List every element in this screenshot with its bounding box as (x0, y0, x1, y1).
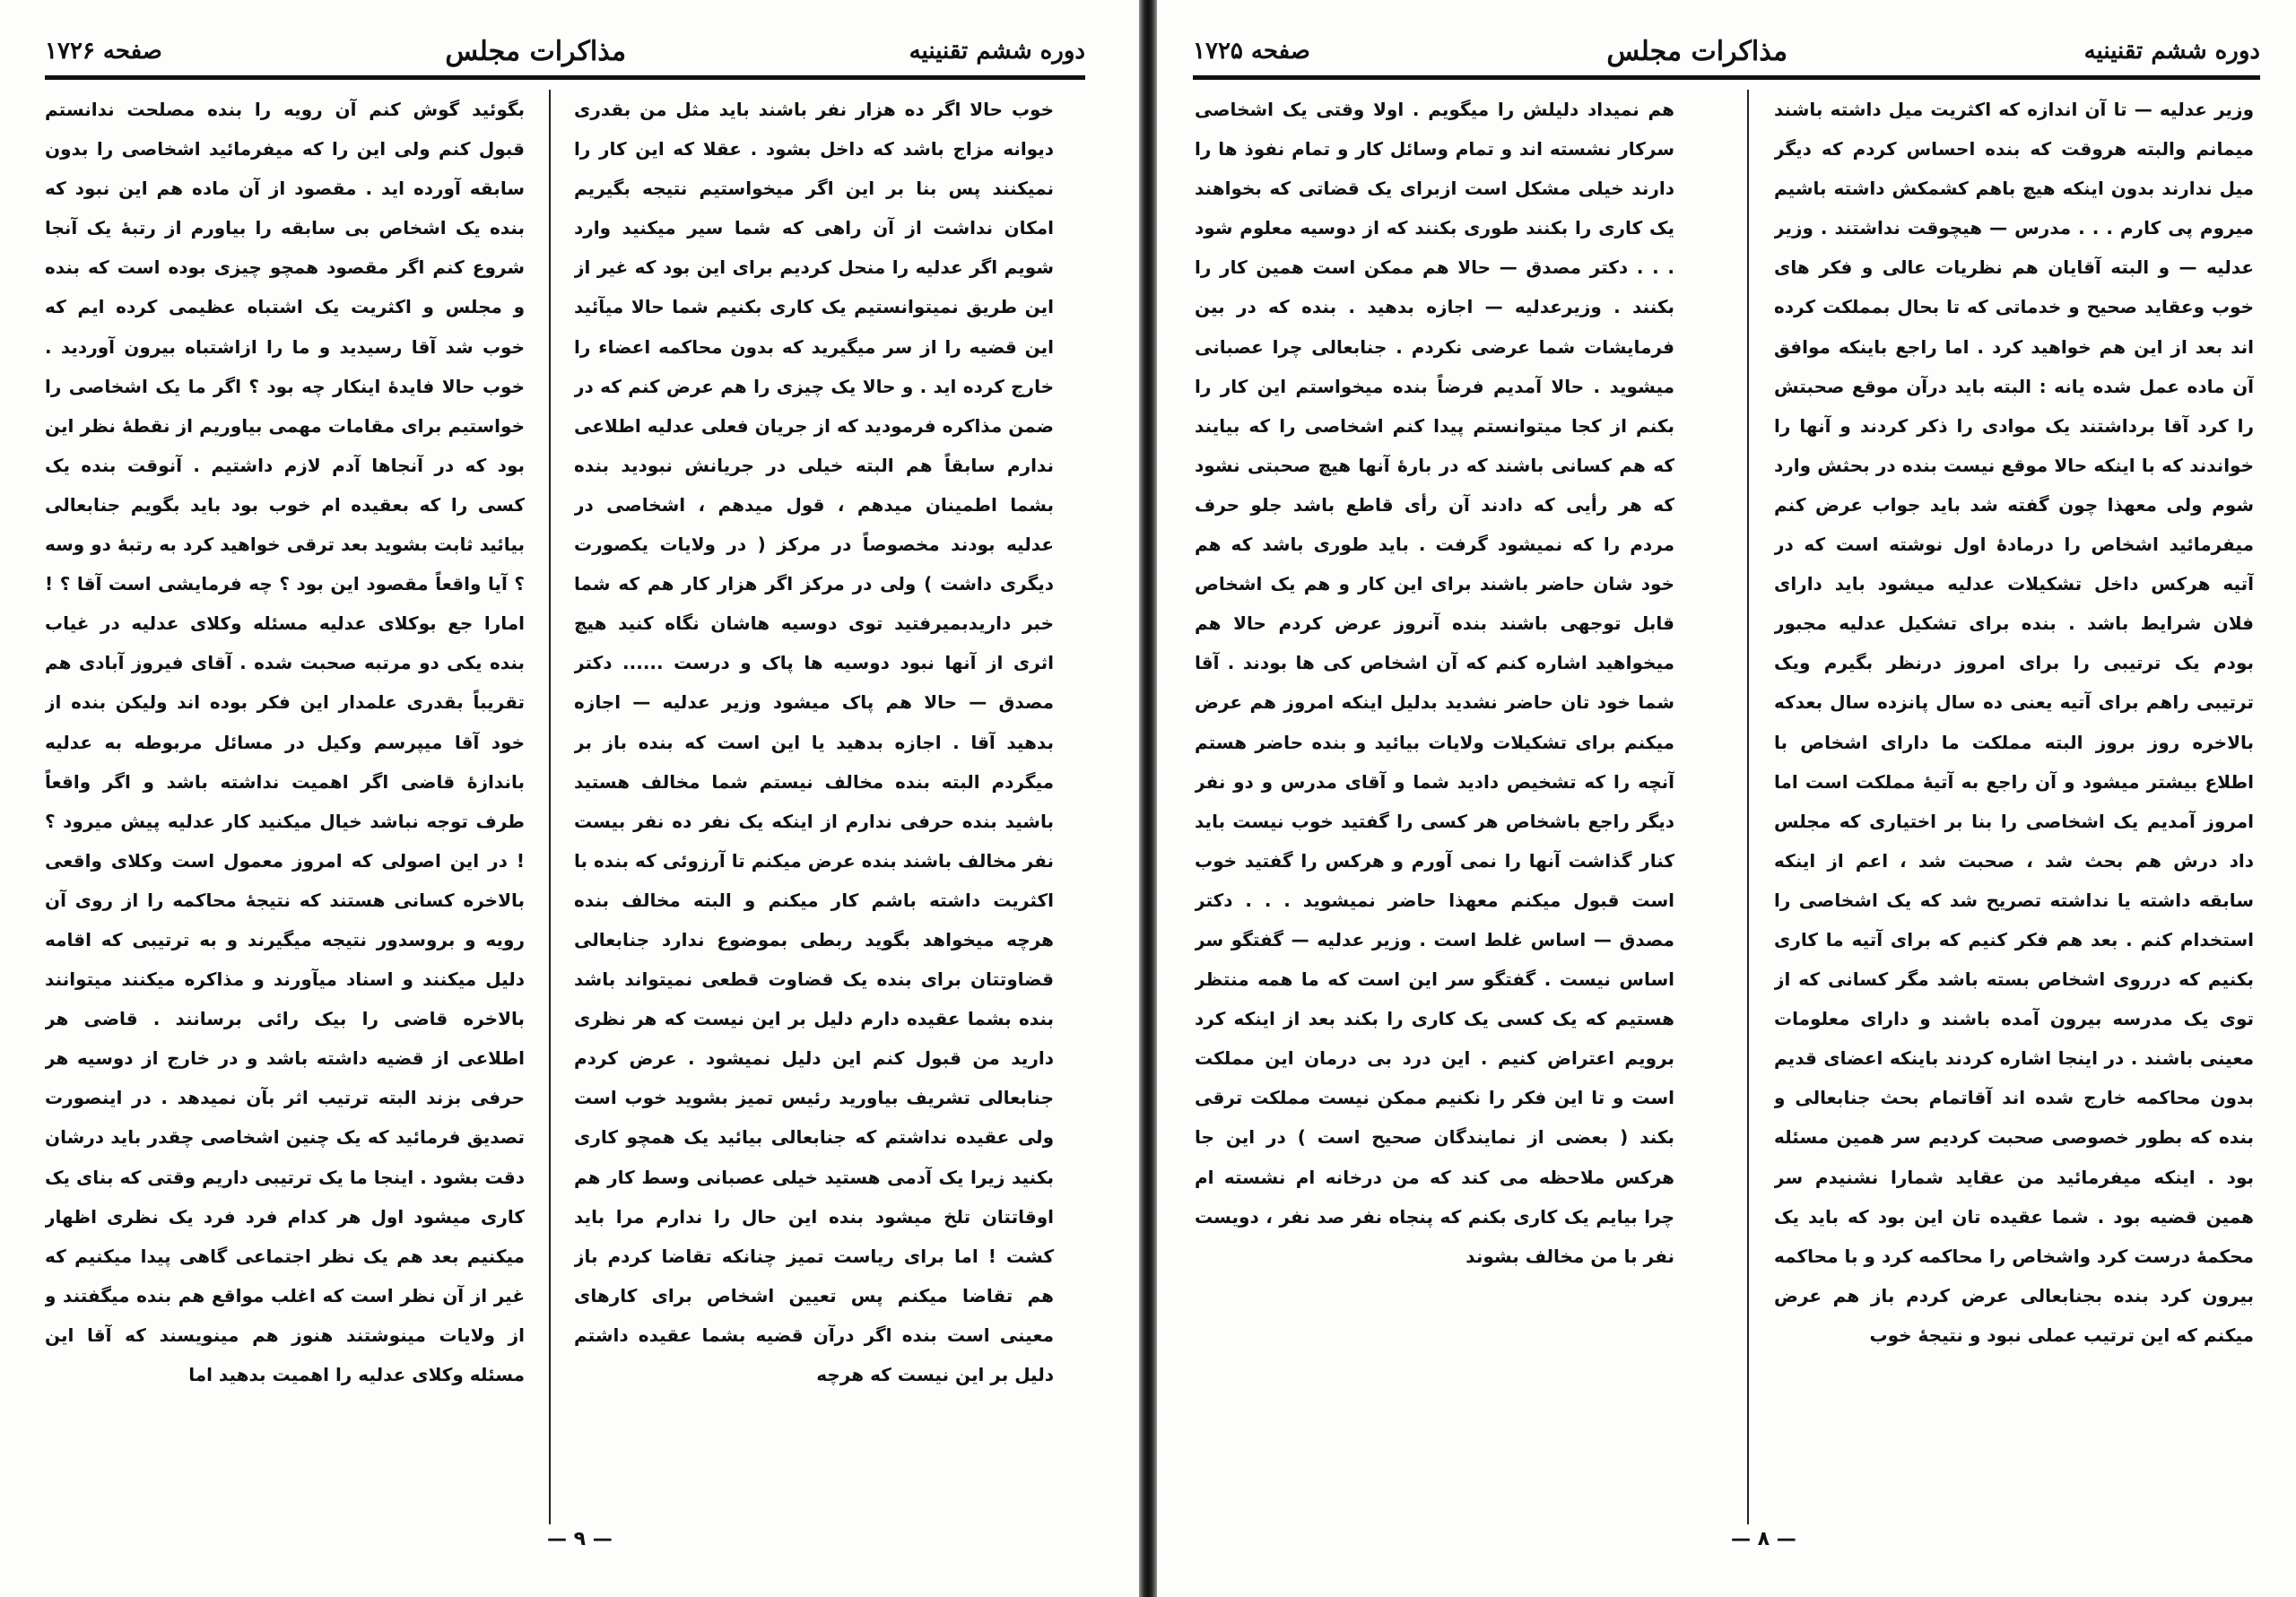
session-label: دوره ششم تقنینیه (909, 38, 1085, 65)
page-title: مذاکرات مجلس (1606, 35, 1788, 67)
column-text: خوب حالا اگر ده هزار نفر باشند باید مثل من بقدری دیوانه مزاج باشد که داخل بشود . عقلا که این کار را نمیکنند پس بنا بر این اگر میخواستیم نتیجه بگیریم امکان نداشت از آن راهی که شما سیر میکنید وارد شویم اگر عدلیه را منحل کردیم برای این بود که غیر از این طریق نمیتوانستیم یک کاری بکنیم شما حالا میآئید این قضیه را از سر میگیرید که بدون محاکمه اعضاء را خارج کرده اید . و حالا یک چیزی را هم عرض کنم که در ضمن مذاکره فرمودید که از جریان فعلی عدلیه اطلاعی ندارم سابقاً هم البته خیلی در جریانش نبودید بنده بشما اطمینان میدهم ، قول میدهم ، اشخاصی در عدلیه بودند مخصوصاً در مرکز ( در ولایات یکصورت دیگری داشت ) ولی در مرکز اگر هزار کار هم که شما خبر داریدبمیرفتید توی دوسیه هاشان نگاه کنید هیچ اثری از آنها نبود دوسیه ها پاک و درست ...... دکتر مصدق — حالا هم پاک میشود وزیر عدلیه — اجازه بدهید آقا . اجازه بدهید یا این است که بنده باز بر میگردم البته بنده مخالف نیستم شما مخالف هستید باشید بنده حرفی ندارم از اینکه یک نفر ده نفر بیست نفر مخالف باشند بنده عرض میکنم تا آرزوئی که بنده با اکثریت داشته باشم کار میکنم و البته مخالف بنده هرچه میخواهد بگوید ربطی بموضوع ندارد جنابعالی قضاوتتان برای بنده یک قضاوت قطعی نمیتواند باشد بنده بشما عقیده دارم دلیل بر این نیست که هر نظری دارید من قبول کنم این دلیل نمیشود . عرض کردم جنابعالی تشریف بیاورید رئیس تمیز بشوید خوب است ولی عقیده نداشتم که جنابعالی بیائید یک همچو کاری بکنید زیرا یک آدمی هستید خیلی عصبانی وسط کار هم اوقاتتان تلخ میشود بنده این حال را ندارم مرا باید کشت ! اما برای ریاست تمیز چنانکه تقاضا کردم باز هم تقاضا میکنم پس تعیین اشخاص برای کارهای معینی است بنده اگر درآن قضیه بشما عقیده داشتم دلیل بر این نیست که هرچه (574, 99, 1054, 1385)
session-label: دوره ششم تقنینیه (2083, 38, 2260, 65)
column-text: هم نمیداد دلیلش را میگویم . اولا وقتی یک اشخاصی سرکار نشسته اند و تمام وسائل کار و تمام نفوذ ها را دارند خیلی مشکل است ازبرای یک قضاتی که بخواهند یک کاری را بکنند طوری بکنند که از دوسیه معلوم شود . . . دکتر مصدق — حالا هم ممکن است همین کار را بکنند . وزیرعدلیه — اجازه بدهید . بنده که در بین فرمایشات شما عرضی نکردم . جنابعالی چرا عصبانی میشوید . حالا آمدیم فرضاً بنده میخواستم این کار را بکنم از کجا میتوانستم پیدا کنم اشخاصی را که بیایند که هم کسانی باشند که در بارهٔ آنها هیچ صحبتی نشود که هر رأیی که دادند آن رأی قاطع باشد جلو حرف مردم را که نمیشود گرفت . باید طوری باشد که هم خود شان حاضر باشند برای این کار و هم یک اشخاص قابل توجهی باشند بنده آنروز عرض کردم حالا هم میخواهید اشاره کنم که آن اشخاص کی ها بودند . آقا شما خود تان حاضر نشدید بدلیل اینکه امروز هم عرض میکنم برای تشکیلات ولایات بیائید و بنده حاضر هستم آنچه را که تشخیص دادید شما و آقای مدرس و دو نفر دیگر راجع باشخاص هر کسی را گفتید خوب نیست باید کنار گذاشت آنها را نمی آورم و هرکس را گفتید خوب است قبول میکنم معهذا حاضر نمیشوید . . . دکتر مصدق — اساس غلط است . وزیر عدلیه — گفتگو سر اساس نیست . گفتگو سر این است که ما همه منتظر هستیم که یک کسی یک کاری را بکند بعد از اینکه کرد برویم اعتراض کنیم . این درد بی درمان این مملکت است و تا این فکر را نکنیم ممکن نیست مملکت ترقی بکند ( بعضی از نمایندگان صحیح است ) در این جا هرکس ملاحظه می کند که من درخانه ام نشسته ام چرا بیایم یک کاری بکنم که پنجاه نفر صد نفر ، دویست نفر با من مخالف بشوند (1195, 99, 1674, 1267)
text-column-left (45, 90, 525, 1515)
page-right (1157, 0, 2296, 1597)
page-left (0, 0, 1139, 1597)
header-rule (45, 75, 1085, 80)
page-footer: — ۸ — (1731, 1528, 1796, 1550)
text-column-right (1774, 90, 2254, 1515)
text-column-right (574, 90, 1054, 1515)
column-divider (549, 90, 551, 1524)
page-footer: — ۹ — (547, 1528, 613, 1550)
page-number: صفحه ۱۷۲۵ (1193, 38, 1310, 65)
header-rule (1193, 75, 2260, 80)
column-text: وزیر عدلیه — تا آن اندازه که اکثریت میل داشته باشند میمانم والبته هروقت که بنده احساس کردم که دیگر میل ندارند بدون اینکه هیچ باهم کشمکش داشته باشیم میروم پی کارم . . . مدرس — هیچوقت نداشتند . وزیر عدلیه — و البته آقایان هم نظریات عالی و فکر های خوب وعقاید صحیح و خدماتی که تا بحال بمملکت کرده اند بعد از این هم خواهید کرد . اما راجع باینکه موافق آن ماده عمل شده یانه : البته باید درآن موقع صحبتش را کرد آقا برداشتند یک موادی را ذکر کردند و آنها را خواندند که با اینکه حالا موقع نیست بنده در بحثش وارد شوم ولی معهذا چون گفته شد باید جواب عرض کنم میفرمائید اشخاص را درمادهٔ اول نوشته است که در آتیه هرکس داخل تشکیلات عدلیه میشود باید دارای فلان شرایط باشد . بنده برای تشکیل عدلیه مجبور بودم یک ترتیبی را برای امروز درنظر بگیرم ویک ترتیبی راهم برای آتیه یعنی ده سال پانزده سال بعدکه بالاخره روز بروز البته مملکت ما دارای اشخاص با اطلاع بیشتر میشود و آن راجع به آتیهٔ مملکت است اما امروز آمدیم یک اشخاصی را بنا بر اختیاری که مجلس داد درش هم بحث شد ، صحبت شد ، اعم از اینکه سابقه داشته یا نداشته تصریح شد که یک اشخاصی را استخدام کنم . بعد هم فکر کنیم که برای آتیه ما کاری بکنیم که درروی اشخاص بسته باشد مگر کسانی که از توی یک مدرسه بیرون آمده باشند و دارای معلومات معینی باشند . در اینجا اشاره کردند باینکه اعضای قدیم بدون محاکمه خارج شده اند آقاتمام بحث جنابعالی و بنده که بطور خصوصی صحبت کردیم سر همین مسئله بود . اینکه میفرمائید من عقاید شمارا نشنیدم سر همین قضیه بود . شما عقیده تان این بود که باید یک محکمهٔ درست کرد واشخاص را محاکمه کرد و با محاکمه بیرون کرد بنده بجنابعالی عرض کردم باز هم عرض میکنم که این ترتیب عملی نبود و نتیجهٔ خوب (1774, 99, 2254, 1346)
page-title: مذاکرات مجلس (445, 35, 627, 67)
column-divider (1747, 90, 1749, 1524)
page-header (45, 30, 1085, 72)
page-header (1193, 30, 2260, 72)
text-column-left (1195, 90, 1674, 1515)
page-number: صفحه ۱۷۲۶ (45, 38, 162, 65)
column-text: بگوئید گوش کنم آن رویه را بنده مصلحت ندانستم قبول کنم ولی این را که میفرمائید اشخاصی را بدون سابقه آورده اید . مقصود از آن ماده هم این نبود که بنده یک اشخاص بی سابقه را بیاورم از رتبهٔ یک آنجا شروع کنم اگر مقصود همچو چیزی بوده است که بنده و مجلس و اکثریت یک اشتباه عظیمی کرده ایم که خوب شد آقا رسیدید و ما را ازاشتباه بیرون آوردید . خوب حالا فایدهٔ اینکار چه بود ؟ اگر ما یک اشخاصی را خواستیم برای مقامات مهمی بیاوریم از نقطهٔ نظر این بود که در آنجاها آدم لازم داشتیم . آنوقت بنده یک کسی را که بعقیده ام خوب بود باید بگویم جنابعالی بیائید ثابت بشوید بعد ترقی خواهید کرد به رتبهٔ دو وسه ؟ آیا واقعاً مقصود این بود ؟ چه فرمایشی است آقا ؟ ! امارا جع بوکلای عدلیه مسئله وکلای عدلیه در غیاب بنده یکی دو مرتبه صحبت شده . آقای فیروز آبادی هم تقریباً بقدری علمدار این فکر بوده اند ولیکن بنده از خود آقا میپرسم وکیل در مسائل مربوطه به عدلیه باندازهٔ قاضی اگر اهمیت نداشته باشد و اگر واقعاً طرف توجه نباشد خیال میکنید کار عدلیه پیش میرود ؟ ! در این اصولی که امروز معمول است وکلای واقعی بالاخره کسانی هستند که نتیجهٔ محاکمه را از روی آن رویه و بروسدور نتیجه میگیرند و به ترتیبی که اقامه دلیل میکنند و اسناد میآورند و مذاکره میکنند میتوانند بالاخره قاضی را بیک رائی برسانند . قاضی هر اطلاعی از قضیه داشته باشد و در خارج از دوسیه هر حرفی بزند البته ترتیب اثر بآن نمیدهد . در اینصورت تصدیق فرمائید که یک چنین اشخاصی چقدر باید درشان دقت بشود . اینجا ما یک ترتیبی داریم وقتی که بنای یک کاری میشود اول هر کدام فرد فرد یک نظری اظهار میکنیم بعد هم یک نظر اجتماعی گاهی پیدا میکنیم که غیر از آن نظر است که اغلب مواقع هم بنده میگفتند و از ولایات مینوشتند هنوز هم مینویسند که آقا این مسئله وکلای عدلیه را اهمیت بدهید اما (45, 99, 525, 1385)
